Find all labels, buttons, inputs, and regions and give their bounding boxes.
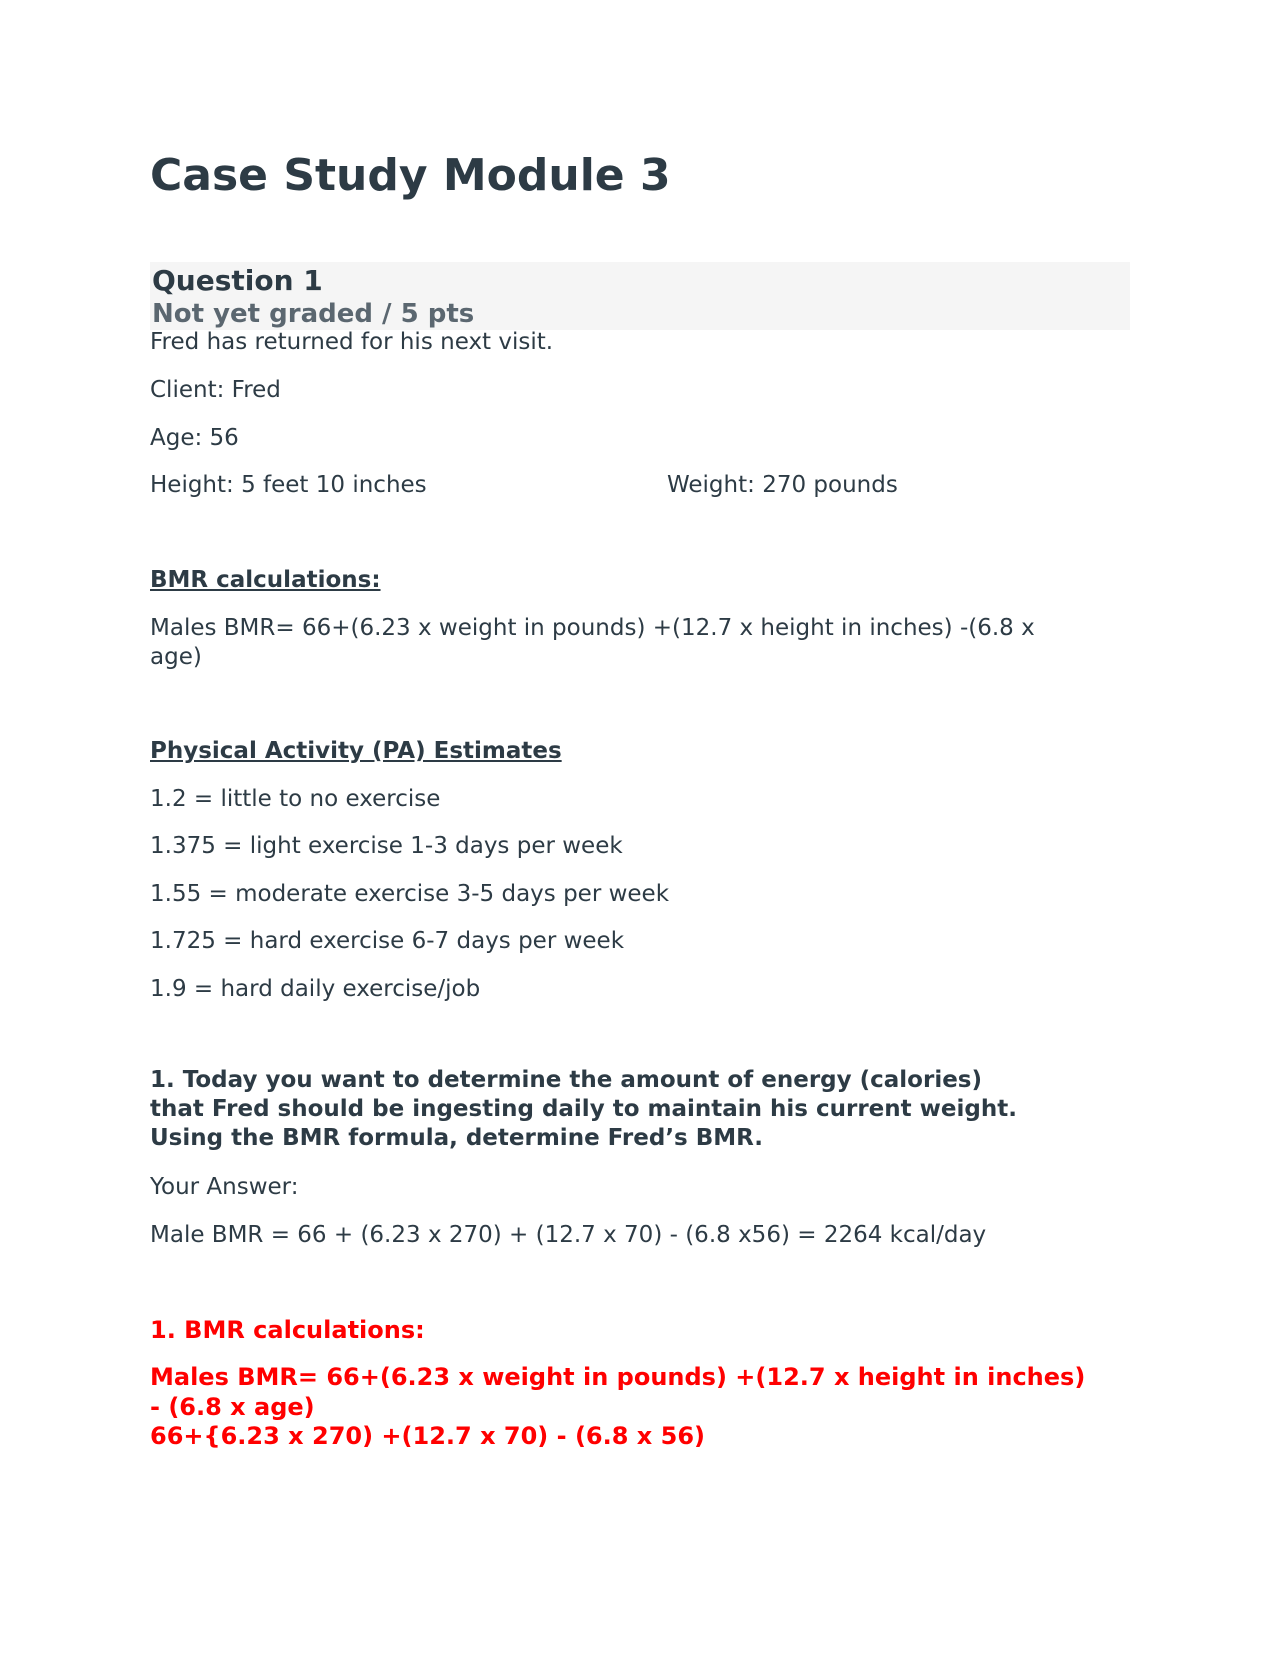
prompt-line-3: Using the BMR formula, determine Fred’s BMR. <box>150 1125 764 1151</box>
feedback-line-3: 66+{6.23 x 270) +(12.7 x 70) - (6.8 x 56) <box>150 1422 705 1450</box>
question-title: Question 1 <box>152 264 323 297</box>
bmr-formula-line-2: age) <box>150 644 202 670</box>
feedback-line-1: Males BMR= 66+(6.23 x weight in pounds) +(12.7 x height in inches) <box>150 1363 1086 1391</box>
page-title: Case Study Module 3 <box>150 150 671 201</box>
prompt-line-2: that Fred should be ingesting daily to maintain his current weight. <box>150 1096 1017 1122</box>
pa-item: 1.725 = hard exercise 6-7 days per week <box>150 928 625 954</box>
pa-item: 1.9 = hard daily exercise/job <box>150 976 481 1002</box>
client-weight: Weight: 270 pounds <box>667 472 898 498</box>
client-height: Height: 5 feet 10 inches <box>150 472 427 498</box>
your-answer-label: Your Answer: <box>150 1174 299 1200</box>
pa-heading: Physical Activity (PA) Estimates <box>150 738 562 764</box>
bmr-heading: BMR calculations: <box>150 567 381 593</box>
pa-item: 1.2 = little to no exercise <box>150 786 441 812</box>
intro-text: Fred has returned for his next visit. <box>150 329 554 355</box>
question-grade-status: Not yet graded / 5 pts <box>152 299 475 329</box>
prompt-line-1: 1. Today you want to determine the amount of energy (calories) <box>150 1067 982 1093</box>
feedback-line-2: - (6.8 x age) <box>150 1393 315 1421</box>
pa-item: 1.55 = moderate exercise 3-5 days per week <box>150 881 670 907</box>
client-name: Client: Fred <box>150 377 281 403</box>
feedback-heading: 1. BMR calculations: <box>150 1316 425 1344</box>
question-header <box>150 262 1130 330</box>
pa-item: 1.375 = light exercise 1-3 days per week <box>150 833 623 859</box>
bmr-formula-line-1: Males BMR= 66+(6.23 x weight in pounds) +(12.7 x height in inches) -(6.8 x <box>150 615 1035 641</box>
student-answer: Male BMR = 66 + (6.23 x 270) + (12.7 x 70) - (6.8 x56) = 2264 kcal/day <box>150 1222 987 1248</box>
client-age: Age: 56 <box>150 425 239 451</box>
